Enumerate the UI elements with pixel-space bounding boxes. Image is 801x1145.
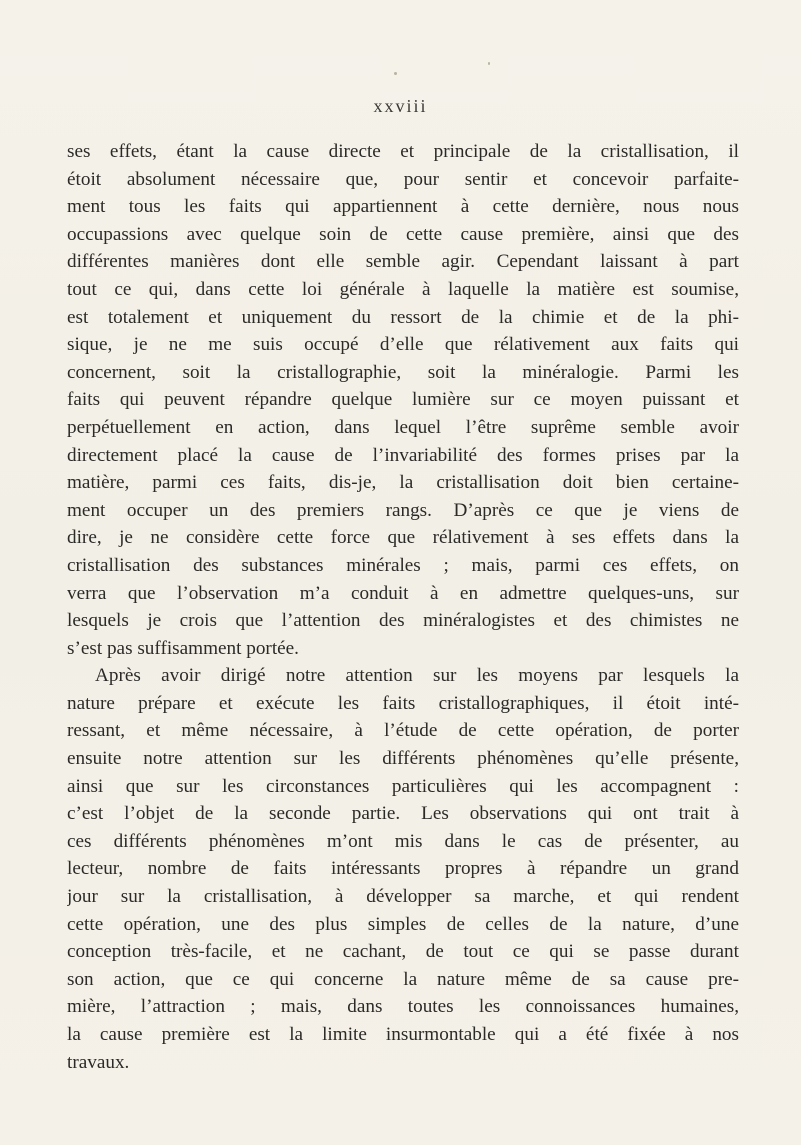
text-line: concernent, soit la cristallographie, soit la minéralogie. Parmi les (67, 361, 739, 383)
text-line: cristallisation des substances minérales ; mais, parmi ces effets, on (67, 554, 739, 576)
text-line: tout ce qui, dans cette loi générale à laquelle la matière est soumise, (67, 278, 739, 300)
text-line: nature prépare et exécute les faits cristallographiques, il étoit inté- (67, 692, 739, 714)
paragraph-start-line: Après avoir dirigé notre attention sur les moyens par lesquels la (95, 665, 739, 687)
text-line: son action, que ce qui concerne la nature même de sa cause pre- (67, 968, 739, 990)
print-speck (488, 62, 490, 65)
text-line: sique, je ne me suis occupé d’elle que rélativement aux faits qui (67, 334, 739, 356)
text-line: ressant, et même nécessaire, à l’étude de cette opération, de porter (67, 720, 739, 742)
text-line: étoit absolument nécessaire que, pour sentir et concevoir parfaite- (67, 168, 739, 190)
text-line: est totalement et uniquement du ressort de la chimie et de la phi- (67, 306, 739, 328)
body-text (67, 138, 739, 1076)
text-line: verra que l’observation m’a conduit à en admettre quelques-uns, sur (67, 582, 739, 604)
text-line: jour sur la cristallisation, à développer sa marche, et qui rendent (67, 886, 739, 908)
text-line: ainsi que sur les circonstances particulières qui les accompagnent : (67, 775, 739, 797)
text-line: lecteur, nombre de faits intéressants propres à répandre un grand (67, 858, 739, 880)
text-line: la cause première est la limite insurmontable qui a été fixée à nos (67, 1024, 739, 1045)
paragraph-end-line: travaux. (67, 1051, 130, 1073)
text-line: cette opération, une des plus simples de celles de la nature, d’une (67, 913, 739, 935)
text-line: lesquels je crois que l’attention des minéralogistes et des chimistes ne (67, 610, 739, 632)
text-line: différentes manières dont elle semble agir. Cependant laissant à part (67, 251, 739, 273)
text-line: ces différents phénomènes m’ont mis dans le cas de présenter, au (67, 830, 739, 852)
print-speck (394, 72, 397, 75)
text-line: ment occuper un des premiers rangs. D’après ce que je viens de (67, 499, 739, 521)
text-line: matière, parmi ces faits, dis-je, la cristallisation doit bien certaine- (67, 472, 739, 494)
text-line: ensuite notre attention sur les différents phénomènes qu’elle présente, (67, 748, 739, 770)
text-line: c’est l’objet de la seconde partie. Les observations qui ont trait à (67, 803, 739, 825)
text-line: ment tous les faits qui appartiennent à cette dernière, nous nous (67, 196, 739, 218)
text-line: conception très-facile, et ne cachant, de tout ce qui se passe durant (67, 941, 739, 963)
text-line: occupassions avec quelque soin de cette cause première, ainsi que des (67, 223, 739, 245)
text-line: faits qui peuvent répandre quelque lumière sur ce moyen puissant et (67, 389, 739, 411)
text-line: directement placé la cause de l’invariabilité des formes prises par la (67, 444, 739, 466)
text-line: dire, je ne considère cette force que rélativement à ses effets dans la (67, 527, 739, 549)
paragraph-end-line: s’est pas suffisamment portée. (67, 637, 299, 659)
text-line: mière, l’attraction ; mais, dans toutes les connoissances humaines, (67, 996, 739, 1018)
text-line: perpétuellement en action, dans lequel l’être suprême semble avoir (67, 416, 739, 438)
page-number: xxviii (373, 96, 428, 116)
text-line: ses effets, étant la cause directe et principale de la cristallisation, il (67, 141, 739, 162)
